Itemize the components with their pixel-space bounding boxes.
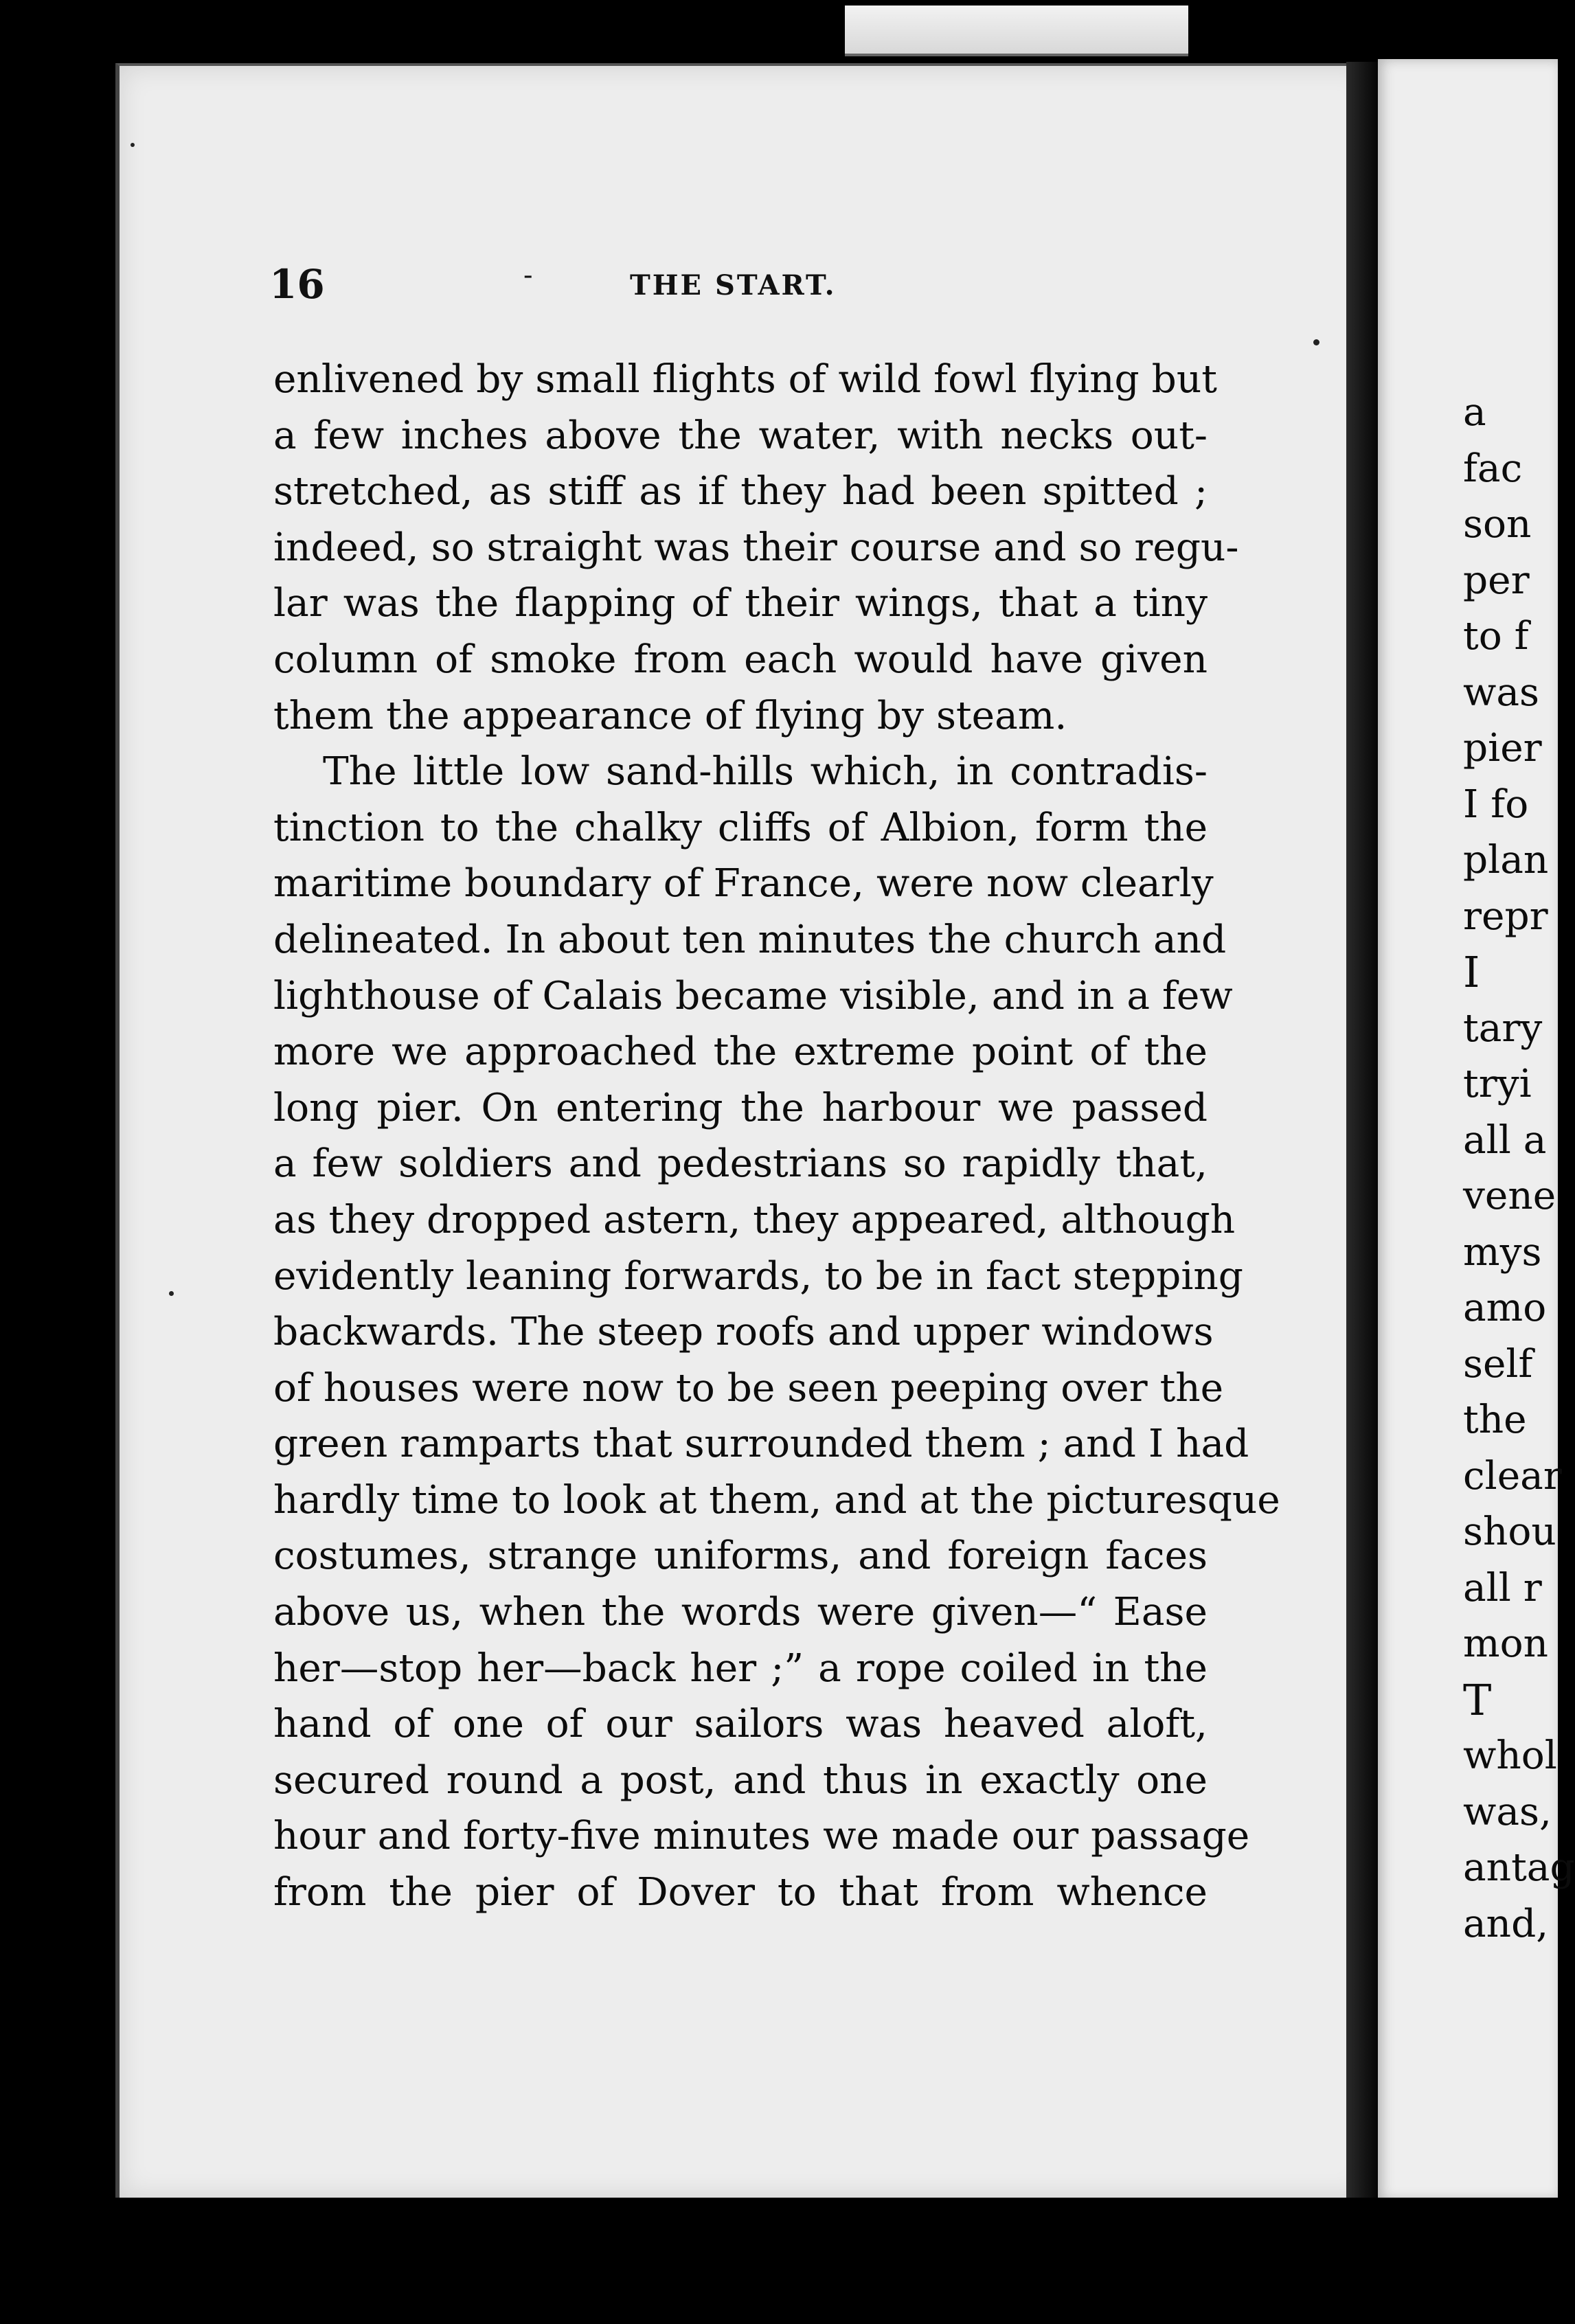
facing-line: self <box>1463 1341 1533 1387</box>
facing-line: per <box>1463 558 1530 603</box>
running-title: THE START. <box>630 269 837 301</box>
text-line: column of smoke from each would have given <box>273 637 1208 682</box>
facing-line: fac <box>1463 446 1523 491</box>
text-line: a few soldiers and pedestrians so rapidly that, <box>273 1141 1208 1187</box>
text-line: them the appearance of flying by steam. <box>273 693 1067 738</box>
running-head <box>269 261 1231 323</box>
text-line: more we approached the extreme point of the <box>273 1029 1208 1075</box>
text-line: of houses were now to be seen peeping over the <box>273 1365 1224 1411</box>
text-line: backwards. The steep roofs and upper windows <box>273 1310 1214 1355</box>
facing-line: the <box>1463 1398 1527 1442</box>
text-line: her—stop her—back her ;” a rope coiled in the <box>273 1645 1208 1691</box>
facing-line: vene <box>1463 1174 1556 1218</box>
text-line: hand of one of our sailors was heaved aloft, <box>273 1702 1208 1747</box>
facing-line: clear <box>1463 1453 1562 1499</box>
facing-line: mys <box>1463 1229 1542 1275</box>
text-line: indeed, so straight was their course and so regu- <box>273 525 1239 570</box>
facing-line: antag <box>1463 1845 1575 1890</box>
facing-line: son <box>1463 502 1532 547</box>
text-line: green ramparts that surrounded them ; and I had <box>273 1422 1249 1467</box>
facing-line: amo <box>1463 1286 1547 1330</box>
facing-line: I fo <box>1463 782 1529 827</box>
text-line: evidently leaning forwards, to be in fact stepping <box>273 1253 1243 1299</box>
text-line: a few inches above the water, with necks out- <box>273 413 1208 458</box>
book-gutter <box>1346 62 1378 2205</box>
facing-line: I <box>1463 947 1480 997</box>
text-line: hardly time to look at them, and at the picturesque <box>273 1477 1280 1523</box>
text-line: secured round a post, and thus in exactly one <box>273 1757 1208 1803</box>
facing-line: whol <box>1463 1733 1557 1778</box>
text-line: maritime boundary of France, were now clearly <box>273 861 1214 907</box>
facing-line: tryi <box>1463 1062 1532 1106</box>
page-body <box>273 352 1280 1921</box>
facing-line: all r <box>1463 1565 1542 1610</box>
facing-line: plan <box>1463 838 1549 882</box>
facing-page-text <box>1463 385 1575 1952</box>
facing-line: tary <box>1463 1005 1543 1051</box>
paper-tab <box>845 5 1188 56</box>
text-line: above us, when the words were given—“ Ease <box>273 1590 1208 1635</box>
text-line: lighthouse of Calais became visible, and in a few <box>273 973 1233 1018</box>
paper-speck <box>169 1291 174 1296</box>
paper-speck <box>1313 339 1319 345</box>
head-mark: - <box>523 260 533 291</box>
text-line: as they dropped astern, they appeared, although <box>273 1197 1236 1242</box>
facing-line: repr <box>1463 893 1548 939</box>
scan-border <box>0 2198 1558 2324</box>
facing-line: to f <box>1463 614 1529 659</box>
text-line: long pier. On entering the harbour we passed <box>273 1085 1208 1130</box>
text-line: stretched, as stiff as if they had been spitted ; <box>273 469 1208 514</box>
facing-line: a <box>1463 390 1486 435</box>
paper-speck <box>131 143 135 147</box>
facing-line: was <box>1463 670 1540 715</box>
text-line: The little low sand-hills which, in contradis- <box>323 749 1208 795</box>
text-line: costumes, strange uniforms, and foreign faces <box>273 1534 1208 1579</box>
facing-line: shou <box>1463 1510 1556 1554</box>
text-line: delineated. In about ten minutes the church and <box>273 917 1227 962</box>
text-line: hour and forty-five minutes we made our passage <box>273 1814 1250 1859</box>
page-number: 16 <box>269 261 325 308</box>
facing-line: T <box>1463 1674 1492 1725</box>
text-line: lar was the flapping of their wings, that a tiny <box>273 581 1208 626</box>
text-line: from the pier of Dover to that from whence <box>273 1870 1208 1915</box>
text-line: enlivened by small flights of wild fowl flying but <box>273 357 1217 402</box>
facing-line: mon <box>1463 1621 1548 1666</box>
facing-line: was, <box>1463 1789 1552 1834</box>
text-line: tinction to the chalky cliffs of Albion, form the <box>273 805 1208 850</box>
facing-line: pier <box>1463 726 1542 771</box>
facing-line: and, <box>1463 1901 1549 1946</box>
facing-line: all a <box>1463 1117 1547 1163</box>
